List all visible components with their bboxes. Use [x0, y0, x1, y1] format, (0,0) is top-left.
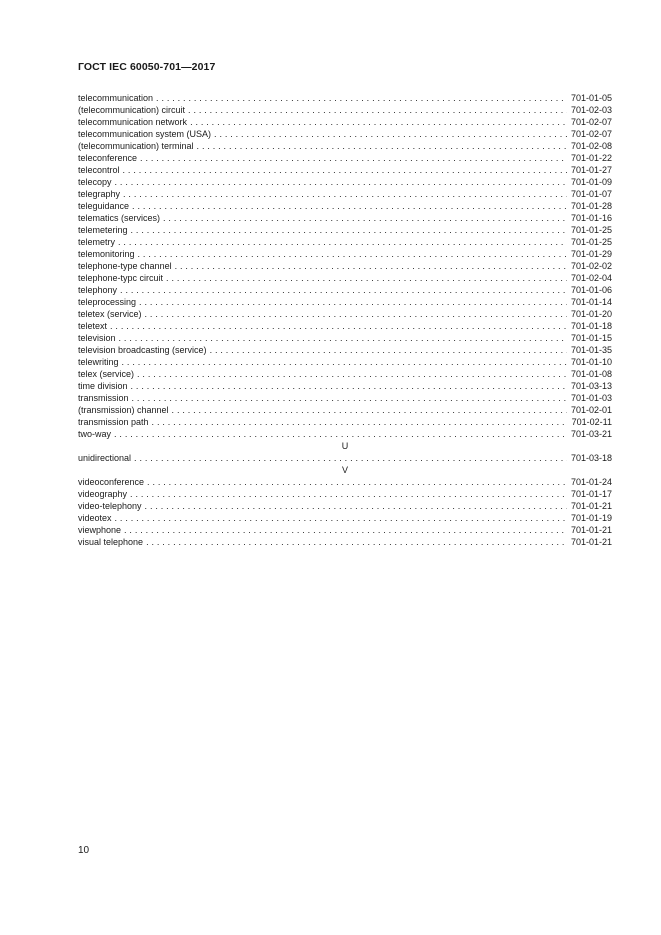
index-entry	[78, 116, 612, 128]
index-term: telemetering	[78, 225, 128, 235]
dot-leader	[214, 128, 567, 140]
index-term: transmission path	[78, 417, 149, 427]
dot-leader	[122, 356, 567, 368]
index-entry	[78, 392, 612, 404]
index-term: telematics (services)	[78, 213, 161, 223]
index-term: teleguidance	[78, 201, 130, 211]
dot-leader	[139, 296, 567, 308]
index-term: television	[78, 333, 116, 343]
index-entry	[78, 260, 612, 272]
index-term: television broadcasting (service)	[78, 345, 207, 355]
index-reference: 701-02-01	[570, 405, 612, 415]
index-term: telegraphy	[78, 189, 121, 199]
index-entry	[78, 140, 612, 152]
index-term: videoconference	[78, 477, 145, 487]
index-term: telephone-typc circuit	[78, 273, 164, 283]
index-reference: 701-02-07	[570, 117, 612, 127]
index-entry	[78, 272, 612, 284]
index-reference: 701-03-18	[570, 453, 612, 463]
dot-leader	[145, 308, 567, 320]
index-term: telecommunication network	[78, 117, 188, 127]
index-reference: 701-01-07	[570, 189, 612, 199]
index-reference: 701-01-14	[570, 297, 612, 307]
page-number: 10	[78, 845, 90, 856]
index-reference: 701-02-03	[570, 105, 612, 115]
index-letter-heading: V	[341, 465, 348, 475]
index-term: telecommunication	[78, 93, 154, 103]
index-entry	[78, 512, 612, 524]
index-reference: 701-01-16	[570, 213, 612, 223]
index-term: teleconference	[78, 153, 138, 163]
dot-leader	[147, 476, 567, 488]
index-reference: 701-01-20	[570, 309, 612, 319]
index-term: telephony	[78, 285, 118, 295]
index-term: visual telephone	[78, 537, 144, 547]
index-entry	[78, 332, 612, 344]
index-reference: 701-01-17	[570, 489, 612, 499]
index-term: videotex	[78, 513, 112, 523]
dot-leader	[188, 104, 567, 116]
index-entry	[78, 248, 612, 260]
dot-leader	[172, 404, 567, 416]
dot-leader	[134, 452, 567, 464]
index-reference: 701-01-25	[570, 225, 612, 235]
dot-leader	[140, 152, 567, 164]
dot-leader	[130, 488, 567, 500]
index-reference: 701-01-19	[570, 513, 612, 523]
index-reference: 701-01-24	[570, 477, 612, 487]
index-term: transmission	[78, 393, 129, 403]
dot-leader	[132, 392, 567, 404]
index-entry	[78, 476, 612, 488]
index-entry	[78, 128, 612, 140]
index-term: video-telephony	[78, 501, 142, 511]
index-reference: 701-01-35	[570, 345, 612, 355]
index-entry	[78, 488, 612, 500]
index-reference: 701-03-13	[570, 381, 612, 391]
index-entry	[78, 308, 612, 320]
index-entry	[78, 536, 612, 548]
index-entry	[78, 104, 612, 116]
index-term: viewphone	[78, 525, 122, 535]
dot-leader	[119, 332, 567, 344]
dot-leader	[132, 200, 567, 212]
index-entry	[78, 524, 612, 536]
index-term: unidirectional	[78, 453, 132, 463]
index-reference: 701-01-22	[570, 153, 612, 163]
index-letter-heading: U	[341, 441, 349, 451]
index-entry	[78, 212, 612, 224]
index-reference: 701-01-29	[570, 249, 612, 259]
index-entry	[78, 356, 612, 368]
index-entry	[78, 296, 612, 308]
index-term: (telecommunication) terminal	[78, 141, 194, 151]
index-reference: 701-01-05	[570, 93, 612, 103]
index-reference: 701-01-21	[570, 537, 612, 547]
index-entry	[78, 224, 612, 236]
index-term: time division	[78, 381, 128, 391]
index-term: telecopy	[78, 177, 112, 187]
index-reference: 701-01-21	[570, 501, 612, 511]
dot-leader	[156, 92, 567, 104]
index-entry	[78, 500, 612, 512]
index-entry	[78, 284, 612, 296]
index-term: telemetry	[78, 237, 116, 247]
dot-leader	[166, 272, 567, 284]
dot-leader	[131, 380, 567, 392]
index-reference: 701-02-02	[570, 261, 612, 271]
index-reference: 701-02-07	[570, 129, 612, 139]
index-term: teletex (service)	[78, 309, 142, 319]
index-term: teletext	[78, 321, 108, 331]
index-term: teleprocessing	[78, 297, 137, 307]
dot-leader	[124, 524, 567, 536]
index-reference: 701-01-09	[570, 177, 612, 187]
index-entry	[78, 176, 612, 188]
index-reference: 701-01-25	[570, 237, 612, 247]
dot-leader	[138, 248, 567, 260]
index-reference: 701-01-03	[570, 393, 612, 403]
dot-leader	[145, 500, 567, 512]
index-reference: 701-01-21	[570, 525, 612, 535]
index-reference: 701-01-18	[570, 321, 612, 331]
dot-leader	[146, 536, 567, 548]
dot-leader	[137, 368, 567, 380]
index-entry	[78, 452, 612, 464]
index-entry	[78, 164, 612, 176]
index-term: videography	[78, 489, 128, 499]
dot-leader	[190, 116, 567, 128]
dot-leader	[115, 512, 567, 524]
index-reference: 701-01-08	[570, 369, 612, 379]
dot-leader	[197, 140, 567, 152]
dot-leader	[120, 284, 567, 296]
dot-leader	[123, 164, 567, 176]
index-term: (telecommunication) circuit	[78, 105, 186, 115]
index-reference: 701-01-27	[570, 165, 612, 175]
index-term: two-way	[78, 429, 112, 439]
index-term: telewriting	[78, 357, 119, 367]
dot-leader	[110, 320, 567, 332]
index-entry	[78, 320, 612, 332]
index-entry	[78, 344, 612, 356]
index-term: telecontrol	[78, 165, 120, 175]
index-entry	[78, 368, 612, 380]
dot-leader	[163, 212, 567, 224]
index-reference: 701-02-08	[570, 141, 612, 151]
index-reference: 701-01-10	[570, 357, 612, 367]
dot-leader	[210, 344, 567, 356]
index-reference: 701-03-21	[570, 429, 612, 439]
index-term: (transmission) channel	[78, 405, 169, 415]
dot-leader	[115, 176, 567, 188]
dot-leader	[175, 260, 567, 272]
index-entry	[78, 236, 612, 248]
index-reference: 701-02-04	[570, 273, 612, 283]
index-entry	[78, 428, 612, 440]
dot-leader	[152, 416, 568, 428]
index-entry	[78, 404, 612, 416]
index-term: telemonitoring	[78, 249, 135, 259]
dot-leader	[131, 224, 567, 236]
index-entry	[78, 152, 612, 164]
document-header: ГОСТ IEC 60050-701—2017	[78, 61, 216, 73]
term-index	[78, 92, 612, 548]
index-entry	[78, 200, 612, 212]
index-entry	[78, 380, 612, 392]
index-entry	[78, 188, 612, 200]
index-term: telephone-type channel	[78, 261, 172, 271]
index-term: telecommunication system (USA)	[78, 129, 212, 139]
index-reference: 701-01-06	[570, 285, 612, 295]
index-entry	[78, 416, 612, 428]
dot-leader	[123, 188, 567, 200]
dot-leader	[114, 428, 567, 440]
index-entry	[78, 92, 612, 104]
index-reference: 701-02-11	[571, 417, 612, 427]
index-reference: 701-01-15	[570, 333, 612, 343]
index-term: telex (service)	[78, 369, 135, 379]
dot-leader	[118, 236, 567, 248]
index-reference: 701-01-28	[570, 201, 612, 211]
